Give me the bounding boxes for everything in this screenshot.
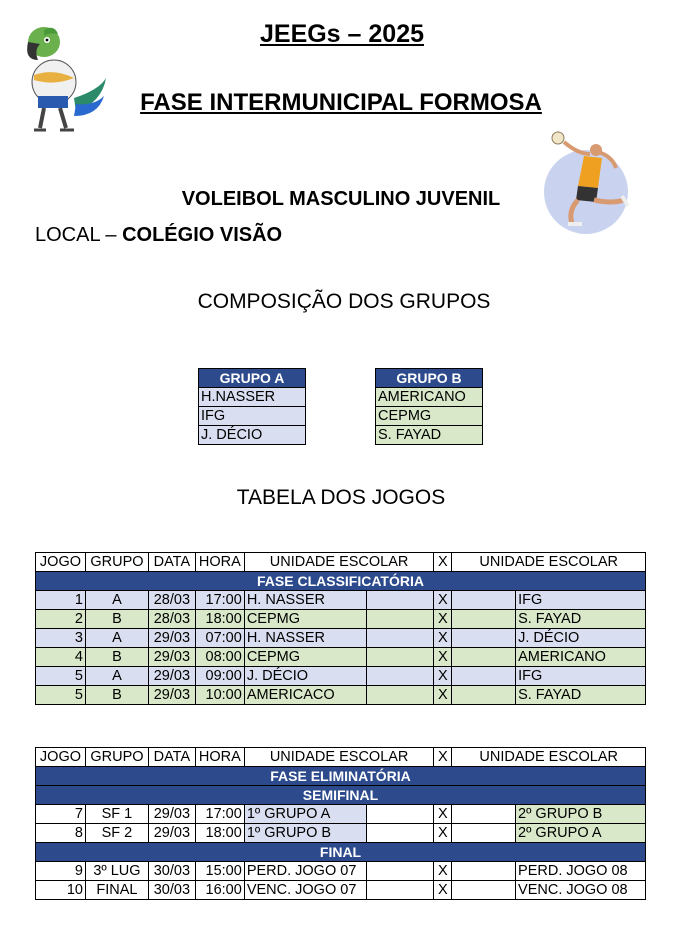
elimination-table: [35, 747, 646, 900]
game-time: 16:00: [195, 881, 244, 900]
game-time: 17:00: [195, 805, 244, 824]
game-row: [36, 648, 646, 667]
team-b: 2º GRUPO B: [516, 805, 646, 824]
venue-line: [35, 224, 282, 247]
team-a: CEPMG: [244, 648, 366, 667]
game-row: [36, 667, 646, 686]
team-b: J. DÉCIO: [516, 629, 646, 648]
col-unidade-a: UNIDADE ESCOLAR: [244, 553, 434, 572]
col-hora: HORA: [195, 553, 244, 572]
game-date: 29/03: [148, 805, 195, 824]
versus-mark: X: [434, 648, 452, 667]
team-a: J. DÉCIO: [244, 667, 366, 686]
game-group: B: [85, 648, 148, 667]
group-a-team: H.NASSER: [199, 388, 306, 407]
game-row: [36, 862, 646, 881]
team-b-spacer: [452, 881, 516, 900]
game-row: [36, 686, 646, 705]
group-b-table: [375, 368, 483, 445]
page-title: JEEGs – 2025: [259, 20, 424, 48]
col-grupo: GRUPO: [85, 748, 148, 767]
game-time: 07:00: [195, 629, 244, 648]
group-a-table: [198, 368, 306, 445]
game-date: 29/03: [148, 686, 195, 705]
group-b-team: AMERICANO: [376, 388, 483, 407]
team-b: IFG: [516, 667, 646, 686]
game-time: 08:00: [195, 648, 244, 667]
game-group: SF 1: [85, 805, 148, 824]
game-number: 3: [36, 629, 86, 648]
game-group: B: [85, 610, 148, 629]
venue-name: COLÉGIO VISÃO: [122, 224, 283, 246]
game-number: 5: [36, 667, 86, 686]
group-a-team: IFG: [199, 407, 306, 426]
versus-mark: X: [434, 862, 452, 881]
team-a-spacer: [366, 648, 434, 667]
team-a: H. NASSER: [244, 629, 366, 648]
col-x: X: [434, 553, 452, 572]
game-date: 28/03: [148, 610, 195, 629]
games-heading: TABELA DOS JOGOS: [236, 486, 446, 509]
team-a: PERD. JOGO 07: [244, 862, 366, 881]
game-group: SF 2: [85, 824, 148, 843]
versus-mark: X: [434, 881, 452, 900]
col-x: X: [434, 748, 452, 767]
game-date: 29/03: [148, 629, 195, 648]
versus-mark: X: [434, 686, 452, 705]
group-b-title: GRUPO B: [376, 369, 483, 388]
game-number: 2: [36, 610, 86, 629]
game-group: A: [85, 629, 148, 648]
col-unidade-b: UNIDADE ESCOLAR: [452, 748, 646, 767]
team-b: AMERICANO: [516, 648, 646, 667]
final-band-row: [36, 843, 646, 862]
classification-table: [35, 552, 646, 705]
versus-mark: X: [434, 824, 452, 843]
versus-mark: X: [434, 667, 452, 686]
team-b-spacer: [452, 591, 516, 610]
team-a-spacer: [366, 862, 434, 881]
phase-band: FASE CLASSIFICATÓRIA: [36, 572, 646, 591]
team-b-spacer: [452, 805, 516, 824]
game-date: 29/03: [148, 648, 195, 667]
game-time: 15:00: [195, 862, 244, 881]
phase-title: FASE INTERMUNICIPAL FORMOSA: [140, 89, 542, 116]
group-a-team: J. DÉCIO: [199, 426, 306, 445]
game-number: 10: [36, 881, 86, 900]
team-b: 2º GRUPO A: [516, 824, 646, 843]
team-b: VENC. JOGO 08: [516, 881, 646, 900]
team-a-spacer: [366, 667, 434, 686]
game-number: 5: [36, 686, 86, 705]
game-group: 3º LUG: [85, 862, 148, 881]
game-date: 28/03: [148, 591, 195, 610]
game-row: [36, 629, 646, 648]
team-a-spacer: [366, 610, 434, 629]
game-time: 18:00: [195, 610, 244, 629]
col-unidade-b: UNIDADE ESCOLAR: [452, 553, 646, 572]
game-date: 30/03: [148, 862, 195, 881]
team-a: H. NASSER: [244, 591, 366, 610]
col-grupo: GRUPO: [85, 553, 148, 572]
game-group: A: [85, 667, 148, 686]
game-row: [36, 824, 646, 843]
team-a: 1º GRUPO A: [244, 805, 366, 824]
game-date: 29/03: [148, 824, 195, 843]
col-unidade-a: UNIDADE ESCOLAR: [244, 748, 434, 767]
header-row: [36, 748, 646, 767]
phase-band: FASE ELIMINATÓRIA: [36, 767, 646, 786]
team-b-spacer: [452, 862, 516, 881]
team-b-spacer: [452, 824, 516, 843]
team-a-spacer: [366, 686, 434, 705]
team-b-spacer: [452, 686, 516, 705]
game-number: 1: [36, 591, 86, 610]
game-row: [36, 805, 646, 824]
game-group: A: [85, 591, 148, 610]
team-b-spacer: [452, 648, 516, 667]
versus-mark: X: [434, 610, 452, 629]
group-b-team: CEPMG: [376, 407, 483, 426]
col-jogo: JOGO: [36, 553, 86, 572]
game-row: [36, 881, 646, 900]
col-jogo: JOGO: [36, 748, 86, 767]
versus-mark: X: [434, 805, 452, 824]
team-a-spacer: [366, 805, 434, 824]
sport-title: VOLEIBOL MASCULINO JUVENIL: [181, 188, 501, 210]
game-time: 18:00: [195, 824, 244, 843]
team-b-spacer: [452, 610, 516, 629]
game-time: 17:00: [195, 591, 244, 610]
team-a-spacer: [366, 591, 434, 610]
team-a: CEPMG: [244, 610, 366, 629]
team-b: IFG: [516, 591, 646, 610]
game-number: 8: [36, 824, 86, 843]
game-number: 7: [36, 805, 86, 824]
game-row: [36, 591, 646, 610]
game-number: 4: [36, 648, 86, 667]
venue-prefix: LOCAL –: [35, 224, 123, 246]
team-a: 1º GRUPO B: [244, 824, 366, 843]
team-a: AMERICACO: [244, 686, 366, 705]
team-a: VENC. JOGO 07: [244, 881, 366, 900]
game-group: B: [85, 686, 148, 705]
game-group: FINAL: [85, 881, 148, 900]
game-row: [36, 610, 646, 629]
col-data: DATA: [148, 748, 195, 767]
team-b: S. FAYAD: [516, 610, 646, 629]
team-b-spacer: [452, 667, 516, 686]
team-b: S. FAYAD: [516, 686, 646, 705]
col-data: DATA: [148, 553, 195, 572]
game-number: 9: [36, 862, 86, 881]
game-time: 10:00: [195, 686, 244, 705]
group-b-team: S. FAYAD: [376, 426, 483, 445]
game-date: 29/03: [148, 667, 195, 686]
semifinal-band: SEMIFINAL: [36, 786, 646, 805]
team-a-spacer: [366, 824, 434, 843]
team-b-spacer: [452, 629, 516, 648]
semifinal-band-row: [36, 786, 646, 805]
game-date: 30/03: [148, 881, 195, 900]
final-band: FINAL: [36, 843, 646, 862]
team-b: PERD. JOGO 08: [516, 862, 646, 881]
game-time: 09:00: [195, 667, 244, 686]
group-a-title: GRUPO A: [199, 369, 306, 388]
header-row: [36, 553, 646, 572]
team-a-spacer: [366, 881, 434, 900]
groups-heading: COMPOSIÇÃO DOS GRUPOS: [197, 290, 491, 313]
team-a-spacer: [366, 629, 434, 648]
col-hora: HORA: [195, 748, 244, 767]
versus-mark: X: [434, 591, 452, 610]
versus-mark: X: [434, 629, 452, 648]
